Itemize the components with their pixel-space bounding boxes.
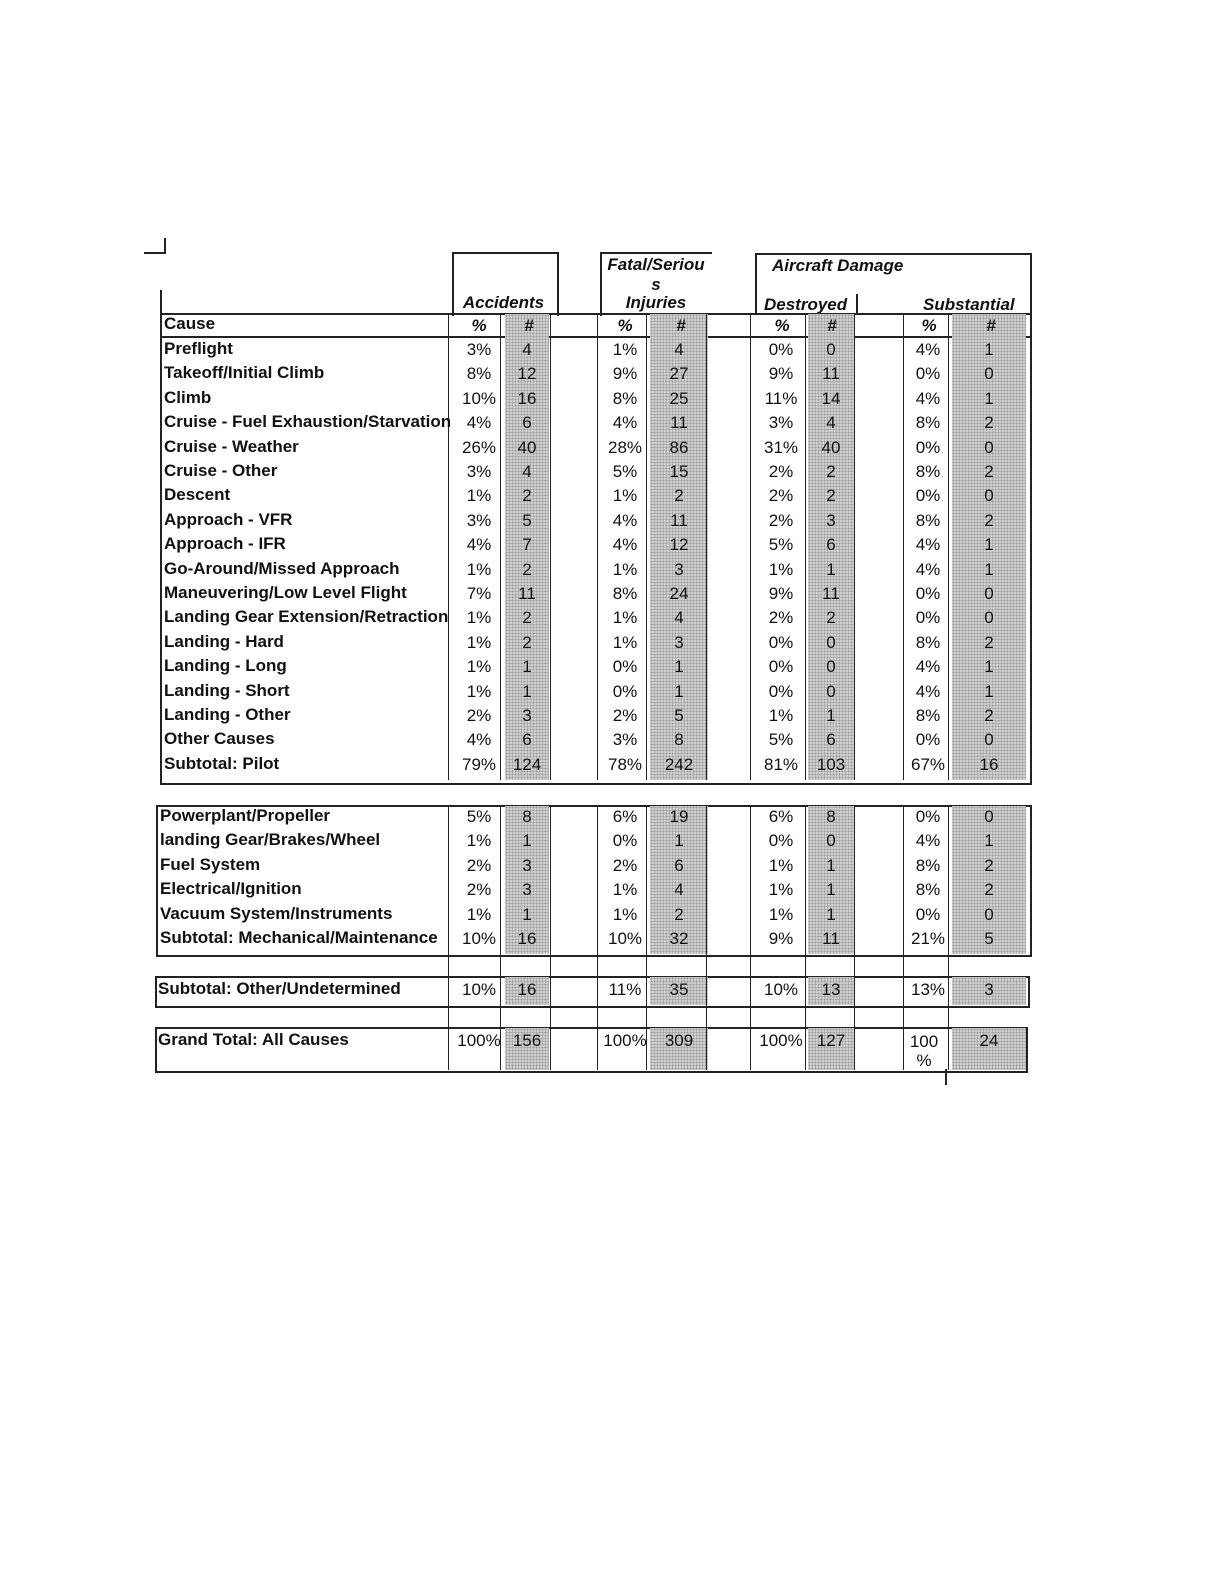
acc-pct-cell: 100%	[457, 1031, 501, 1050]
inj-num-cell: 309	[664, 1031, 694, 1050]
inj-num-cell: 86	[669, 437, 689, 457]
des-num-cell: 11	[822, 364, 840, 384]
substantial-pct-header: %	[921, 316, 937, 335]
sub-pct-cell: 0%	[915, 730, 941, 750]
des-pct-cell: 1%	[768, 880, 794, 900]
acc-pct-cell: 7%	[466, 584, 492, 603]
acc-pct-cell: 4%	[466, 730, 492, 750]
sub-num-cell: 0	[984, 584, 994, 603]
inj-pct-cell: 9%	[612, 364, 638, 384]
column-divider	[854, 1004, 855, 1070]
acc-num-cell: 7	[522, 535, 532, 555]
des-pct-cell: 9%	[768, 364, 794, 384]
sub-pct-cell: 8%	[915, 632, 941, 652]
sub-num-cell: 1	[984, 340, 994, 359]
acc-pct-cell: 1%	[466, 608, 492, 628]
injuries-pct-header: %	[617, 316, 633, 335]
acc-pct-cell: 8%	[466, 364, 492, 384]
inj-num-cell: 11	[670, 413, 688, 433]
inj-pct-cell: 10%	[607, 929, 643, 948]
grand-tail-line	[945, 1069, 947, 1085]
inj-pct-cell: 1%	[612, 608, 638, 628]
sub-num-cell: 1	[984, 559, 994, 579]
inj-pct-cell: 1%	[612, 559, 638, 579]
sub-pct-cell: 8%	[915, 706, 941, 725]
des-num-cell: 1	[826, 559, 836, 579]
des-pct-cell: 0%	[768, 681, 794, 701]
acc-num-cell: 2	[522, 608, 532, 628]
sub-num-cell: 1	[984, 388, 994, 408]
acc-pct-cell: 1%	[466, 831, 492, 851]
acc-num-cell: 2	[522, 486, 532, 506]
destroyed-pct-header: %	[774, 316, 790, 335]
sub-num-cell: 2	[984, 880, 994, 900]
inj-num-cell: 25	[669, 388, 689, 408]
des-num-cell: 14	[821, 388, 841, 408]
inj-pct-cell: 1%	[612, 880, 638, 900]
sub-num-cell: 1	[984, 831, 994, 851]
sub-pct-cell: 4%	[915, 681, 941, 701]
des-pct-cell: 2%	[768, 462, 794, 481]
cause-cell: Landing - Short	[164, 680, 290, 700]
cause-cell: Grand Total: All Causes	[158, 1030, 349, 1049]
column-divider	[550, 314, 551, 780]
des-num-cell: 1	[826, 904, 836, 924]
des-pct-cell: 1%	[768, 855, 794, 875]
cause-cell: Landing - Long	[164, 656, 287, 676]
acc-num-cell: 4	[522, 462, 532, 481]
cause-cell: Other Causes	[164, 729, 275, 749]
column-divider	[597, 314, 598, 780]
cause-cell: Landing - Other	[164, 705, 291, 724]
destroyed-header: Destroyed	[764, 295, 848, 314]
sub-pct-cell: 0%	[915, 584, 941, 603]
acc-num-cell: 16	[517, 388, 537, 408]
sub-num-cell: 2	[984, 855, 994, 875]
inj-pct-cell: 1%	[612, 632, 638, 652]
inj-pct-cell: 0%	[612, 657, 638, 677]
left-edge-header	[160, 290, 162, 314]
des-pct-cell: 1%	[768, 706, 794, 725]
cause-cell: Landing - Hard	[164, 631, 284, 651]
des-num-cell: 0	[826, 657, 836, 677]
acc-pct-cell: 4%	[466, 535, 492, 555]
inj-num-cell: 12	[669, 535, 689, 555]
inj-pct-cell: 3%	[612, 730, 638, 750]
sub-pct-cell: 4%	[915, 559, 941, 579]
des-pct-cell: 2%	[768, 510, 794, 530]
sub-num-cell: 2	[984, 510, 994, 530]
des-num-cell: 1	[826, 880, 836, 900]
sub-pct-cell: 4%	[915, 831, 941, 851]
acc-num-cell: 16	[517, 929, 537, 948]
cause-cell: Descent	[164, 485, 231, 505]
inj-num-cell: 3	[674, 559, 684, 579]
inj-num-cell: 2	[674, 486, 684, 506]
acc-pct-cell: 10%	[461, 929, 497, 948]
sub-num-cell: 0	[984, 904, 994, 924]
acc-pct-cell: 10%	[461, 980, 497, 999]
acc-pct-cell: 10%	[461, 388, 497, 408]
sub-pct-cell: 0%	[915, 437, 941, 457]
acc-pct-cell: 2%	[466, 706, 492, 725]
inj-num-cell: 5	[674, 706, 684, 725]
acc-pct-cell: 2%	[466, 880, 492, 900]
sub-num-cell: 0	[984, 437, 994, 457]
column-divider	[750, 1004, 751, 1070]
destroyed-divider	[856, 294, 858, 314]
inj-pct-cell: 28%	[607, 437, 643, 457]
acc-pct-cell: 1%	[466, 681, 492, 701]
inj-pct-cell: 1%	[612, 904, 638, 924]
des-pct-cell: 5%	[768, 535, 794, 555]
des-num-cell: 1	[826, 855, 836, 875]
des-pct-cell: 0%	[768, 831, 794, 851]
des-pct-cell: 1%	[768, 904, 794, 924]
acc-pct-cell: 5%	[466, 807, 492, 826]
sub-num-cell: 2	[984, 706, 994, 725]
cause-cell: Electrical/Ignition	[160, 879, 302, 899]
acc-pct-cell: 3%	[466, 340, 492, 359]
des-num-cell: 8	[826, 807, 836, 826]
acc-num-cell: 6	[522, 413, 532, 433]
injuries-num-header: #	[676, 316, 686, 335]
sub-num-cell: 24	[979, 1031, 999, 1050]
des-pct-cell: 31%	[763, 437, 799, 457]
acc-num-cell: 156	[512, 1031, 542, 1050]
accidents-num-header: #	[524, 316, 534, 335]
injuries-header-line2: s	[651, 275, 661, 294]
acc-pct-cell: 26%	[461, 437, 497, 457]
sub-pct-cell: 8%	[915, 413, 941, 433]
des-num-cell: 0	[826, 632, 836, 652]
acc-num-cell: 2	[522, 632, 532, 652]
sub-num-cell: 1	[984, 535, 994, 555]
acc-num-cell: 4	[522, 340, 532, 359]
des-pct-cell: 6%	[768, 807, 794, 826]
inj-pct-cell: 0%	[612, 681, 638, 701]
des-num-cell: 11	[822, 584, 840, 603]
inj-num-cell: 6	[674, 855, 684, 875]
acc-num-cell: 3	[522, 855, 532, 875]
grand-sub-pct-line2: %	[916, 1051, 932, 1070]
acc-num-cell: 16	[517, 980, 537, 999]
acc-pct-cell: 1%	[466, 904, 492, 924]
des-num-cell: 13	[821, 980, 841, 999]
acc-num-cell: 1	[522, 681, 532, 701]
des-num-cell: 2	[826, 462, 836, 481]
inj-num-cell: 27	[669, 364, 689, 384]
sub-pct-cell: 13%	[910, 980, 946, 999]
des-num-cell: 0	[826, 831, 836, 851]
sub-num-cell: 2	[984, 462, 994, 481]
cause-cell: Cruise - Weather	[164, 436, 299, 456]
des-num-cell: 11	[822, 929, 840, 948]
sub-pct-cell: 67%	[910, 754, 946, 774]
cause-cell: Subtotal: Other/Undetermined	[158, 979, 401, 998]
des-num-cell: 0	[826, 681, 836, 701]
sub-pct-cell: 21%	[910, 929, 946, 948]
sub-num-cell: 3	[984, 980, 994, 999]
inj-pct-cell: 8%	[612, 584, 638, 603]
acc-pct-cell: 3%	[466, 510, 492, 530]
cause-cell: Vacuum System/Instruments	[160, 903, 393, 923]
cause-cell: landing Gear/Brakes/Wheel	[160, 830, 381, 850]
inj-num-cell: 4	[674, 608, 684, 628]
inj-pct-cell: 6%	[612, 807, 638, 826]
substantial-num-header: #	[986, 316, 996, 335]
injuries-header-line1: Fatal/Seriou	[607, 255, 705, 274]
grand-sub-pct-line1: 100	[909, 1032, 939, 1051]
inj-num-cell: 11	[670, 510, 688, 530]
substantial-header: Substantial	[923, 295, 1015, 314]
inj-num-cell: 19	[669, 807, 689, 826]
des-num-cell: 6	[826, 730, 836, 750]
inj-pct-cell: 1%	[612, 340, 638, 359]
inj-num-cell: 1	[674, 657, 684, 677]
acc-num-cell: 3	[522, 880, 532, 900]
des-pct-cell: 9%	[768, 584, 794, 603]
acc-num-cell: 11	[518, 584, 536, 603]
des-pct-cell: 0%	[768, 632, 794, 652]
cause-cell: Approach - VFR	[164, 509, 293, 529]
sub-num-cell: 0	[984, 608, 994, 628]
header-underline	[160, 336, 1030, 338]
acc-num-cell: 6	[522, 730, 532, 750]
des-num-cell: 127	[816, 1031, 846, 1050]
des-num-cell: 40	[821, 437, 841, 457]
acc-num-cell: 2	[522, 559, 532, 579]
sub-pct-cell: 8%	[915, 510, 941, 530]
acc-num-cell: 8	[522, 807, 532, 826]
inj-pct-cell: 4%	[612, 413, 638, 433]
inj-num-cell: 8	[674, 730, 684, 750]
cause-cell: Preflight	[164, 339, 233, 358]
acc-pct-cell: 1%	[466, 632, 492, 652]
des-pct-cell: 1%	[768, 559, 794, 579]
cause-cell: Cruise - Other	[164, 461, 278, 480]
sub-pct-cell: 4%	[915, 340, 941, 359]
inj-pct-cell: 4%	[612, 510, 638, 530]
cause-cell: Subtotal: Pilot	[164, 753, 280, 773]
sub-pct-cell: 8%	[915, 462, 941, 481]
cause-cell: Cruise - Fuel Exhaustion/Starvation	[164, 412, 452, 432]
sub-num-cell: 5	[984, 929, 994, 948]
aircraft-damage-header: Aircraft Damage	[772, 256, 904, 275]
inj-pct-cell: 1%	[612, 486, 638, 506]
inj-num-cell: 242	[664, 754, 694, 774]
des-pct-cell: 3%	[768, 413, 794, 433]
des-num-cell: 2	[826, 486, 836, 506]
sub-num-cell: 0	[984, 364, 994, 384]
sub-num-cell: 0	[984, 486, 994, 506]
inj-num-cell: 24	[669, 584, 689, 603]
cause-cell: Landing Gear Extension/Retraction	[164, 607, 449, 627]
cause-cell: Approach - IFR	[164, 534, 286, 554]
inj-num-cell: 32	[669, 929, 689, 948]
acc-num-cell: 40	[517, 437, 537, 457]
inj-num-cell: 4	[674, 880, 684, 900]
inj-pct-cell: 11%	[608, 980, 642, 999]
des-pct-cell: 0%	[768, 340, 794, 359]
cause-cell: Fuel System	[160, 854, 261, 874]
acc-pct-cell: 4%	[466, 413, 492, 433]
des-pct-cell: 10%	[763, 980, 799, 999]
cause-cell: Subtotal: Mechanical/Maintenance	[160, 928, 438, 947]
des-num-cell: 103	[816, 754, 846, 774]
sub-pct-cell: 0%	[915, 608, 941, 628]
destroyed-num-header: #	[827, 316, 837, 335]
sub-num-cell: 1	[984, 681, 994, 701]
inj-num-cell: 2	[674, 904, 684, 924]
sub-pct-cell: 4%	[915, 388, 941, 408]
des-num-cell: 3	[826, 510, 836, 530]
injuries-header-line3: Injuries	[625, 293, 687, 312]
inj-pct-cell: 8%	[612, 388, 638, 408]
cause-cell: Go-Around/Missed Approach	[164, 558, 400, 578]
acc-pct-cell: 1%	[466, 559, 492, 579]
column-divider	[597, 1004, 598, 1070]
des-num-cell: 4	[826, 413, 836, 433]
inj-pct-cell: 78%	[607, 754, 643, 774]
sub-num-cell: 2	[984, 632, 994, 652]
des-pct-cell: 81%	[763, 754, 799, 774]
inj-num-cell: 15	[669, 462, 689, 481]
sub-pct-cell: 0%	[915, 807, 941, 826]
des-pct-cell: 2%	[768, 486, 794, 506]
sub-pct-cell: 0%	[915, 486, 941, 506]
inj-pct-cell: 4%	[612, 535, 638, 555]
accidents-pct-header: %	[471, 316, 487, 335]
sub-num-cell: 0	[984, 807, 994, 826]
cause-cell: Climb	[164, 387, 212, 407]
column-divider	[854, 314, 855, 780]
cause-cell: Maneuvering/Low Level Flight	[164, 583, 407, 602]
acc-num-cell: 5	[522, 510, 532, 530]
inj-num-cell: 35	[669, 980, 689, 999]
column-divider	[948, 1004, 949, 1070]
sub-pct-cell: 0%	[915, 904, 941, 924]
cause-cell: Takeoff/Initial Climb	[164, 363, 325, 383]
inj-pct-cell: 2%	[612, 706, 638, 725]
des-num-cell: 2	[826, 608, 836, 628]
sub-pct-cell: 8%	[915, 855, 941, 875]
acc-pct-cell: 79%	[461, 754, 497, 774]
des-pct-cell: 2%	[768, 608, 794, 628]
inj-pct-cell: 0%	[612, 831, 638, 851]
inj-num-cell: 1	[674, 681, 684, 701]
acc-pct-cell: 2%	[466, 855, 492, 875]
des-pct-cell: 11%	[764, 388, 798, 408]
inj-pct-cell: 5%	[612, 462, 638, 481]
des-pct-cell: 100%	[759, 1031, 803, 1050]
accidents-header: Accidents	[462, 293, 545, 312]
column-divider	[750, 314, 751, 780]
sub-pct-cell: 8%	[915, 880, 941, 900]
acc-pct-cell: 3%	[466, 462, 492, 481]
des-pct-cell: 5%	[768, 730, 794, 750]
sub-pct-cell: 0%	[915, 364, 941, 384]
acc-num-cell: 1	[522, 657, 532, 677]
acc-num-cell: 1	[522, 904, 532, 924]
cause-header: Cause	[164, 314, 216, 333]
acc-num-cell: 124	[512, 754, 542, 774]
acc-pct-cell: 1%	[466, 657, 492, 677]
inj-num-cell: 1	[674, 831, 684, 851]
acc-num-cell: 3	[522, 706, 532, 725]
inj-num-cell: 4	[674, 340, 684, 359]
inj-num-cell: 3	[674, 632, 684, 652]
des-num-cell: 1	[826, 706, 836, 725]
sub-num-cell: 0	[984, 730, 994, 750]
sub-num-cell: 2	[984, 413, 994, 433]
cause-cell: Powerplant/Propeller	[160, 806, 331, 825]
des-num-cell: 6	[826, 535, 836, 555]
sub-num-cell: 16	[979, 754, 999, 774]
sub-num-cell: 1	[984, 657, 994, 677]
acc-num-cell: 1	[522, 831, 532, 851]
acc-pct-cell: 1%	[466, 486, 492, 506]
inj-pct-cell: 2%	[612, 855, 638, 875]
sub-pct-cell: 4%	[915, 657, 941, 677]
sub-pct-cell: 4%	[915, 535, 941, 555]
acc-num-cell: 12	[517, 364, 537, 384]
des-pct-cell: 9%	[768, 929, 794, 948]
inj-pct-cell: 100%	[603, 1031, 647, 1050]
column-divider	[448, 1004, 449, 1070]
column-divider	[448, 314, 449, 780]
column-divider	[550, 1004, 551, 1070]
des-num-cell: 0	[826, 340, 836, 359]
des-pct-cell: 0%	[768, 657, 794, 677]
